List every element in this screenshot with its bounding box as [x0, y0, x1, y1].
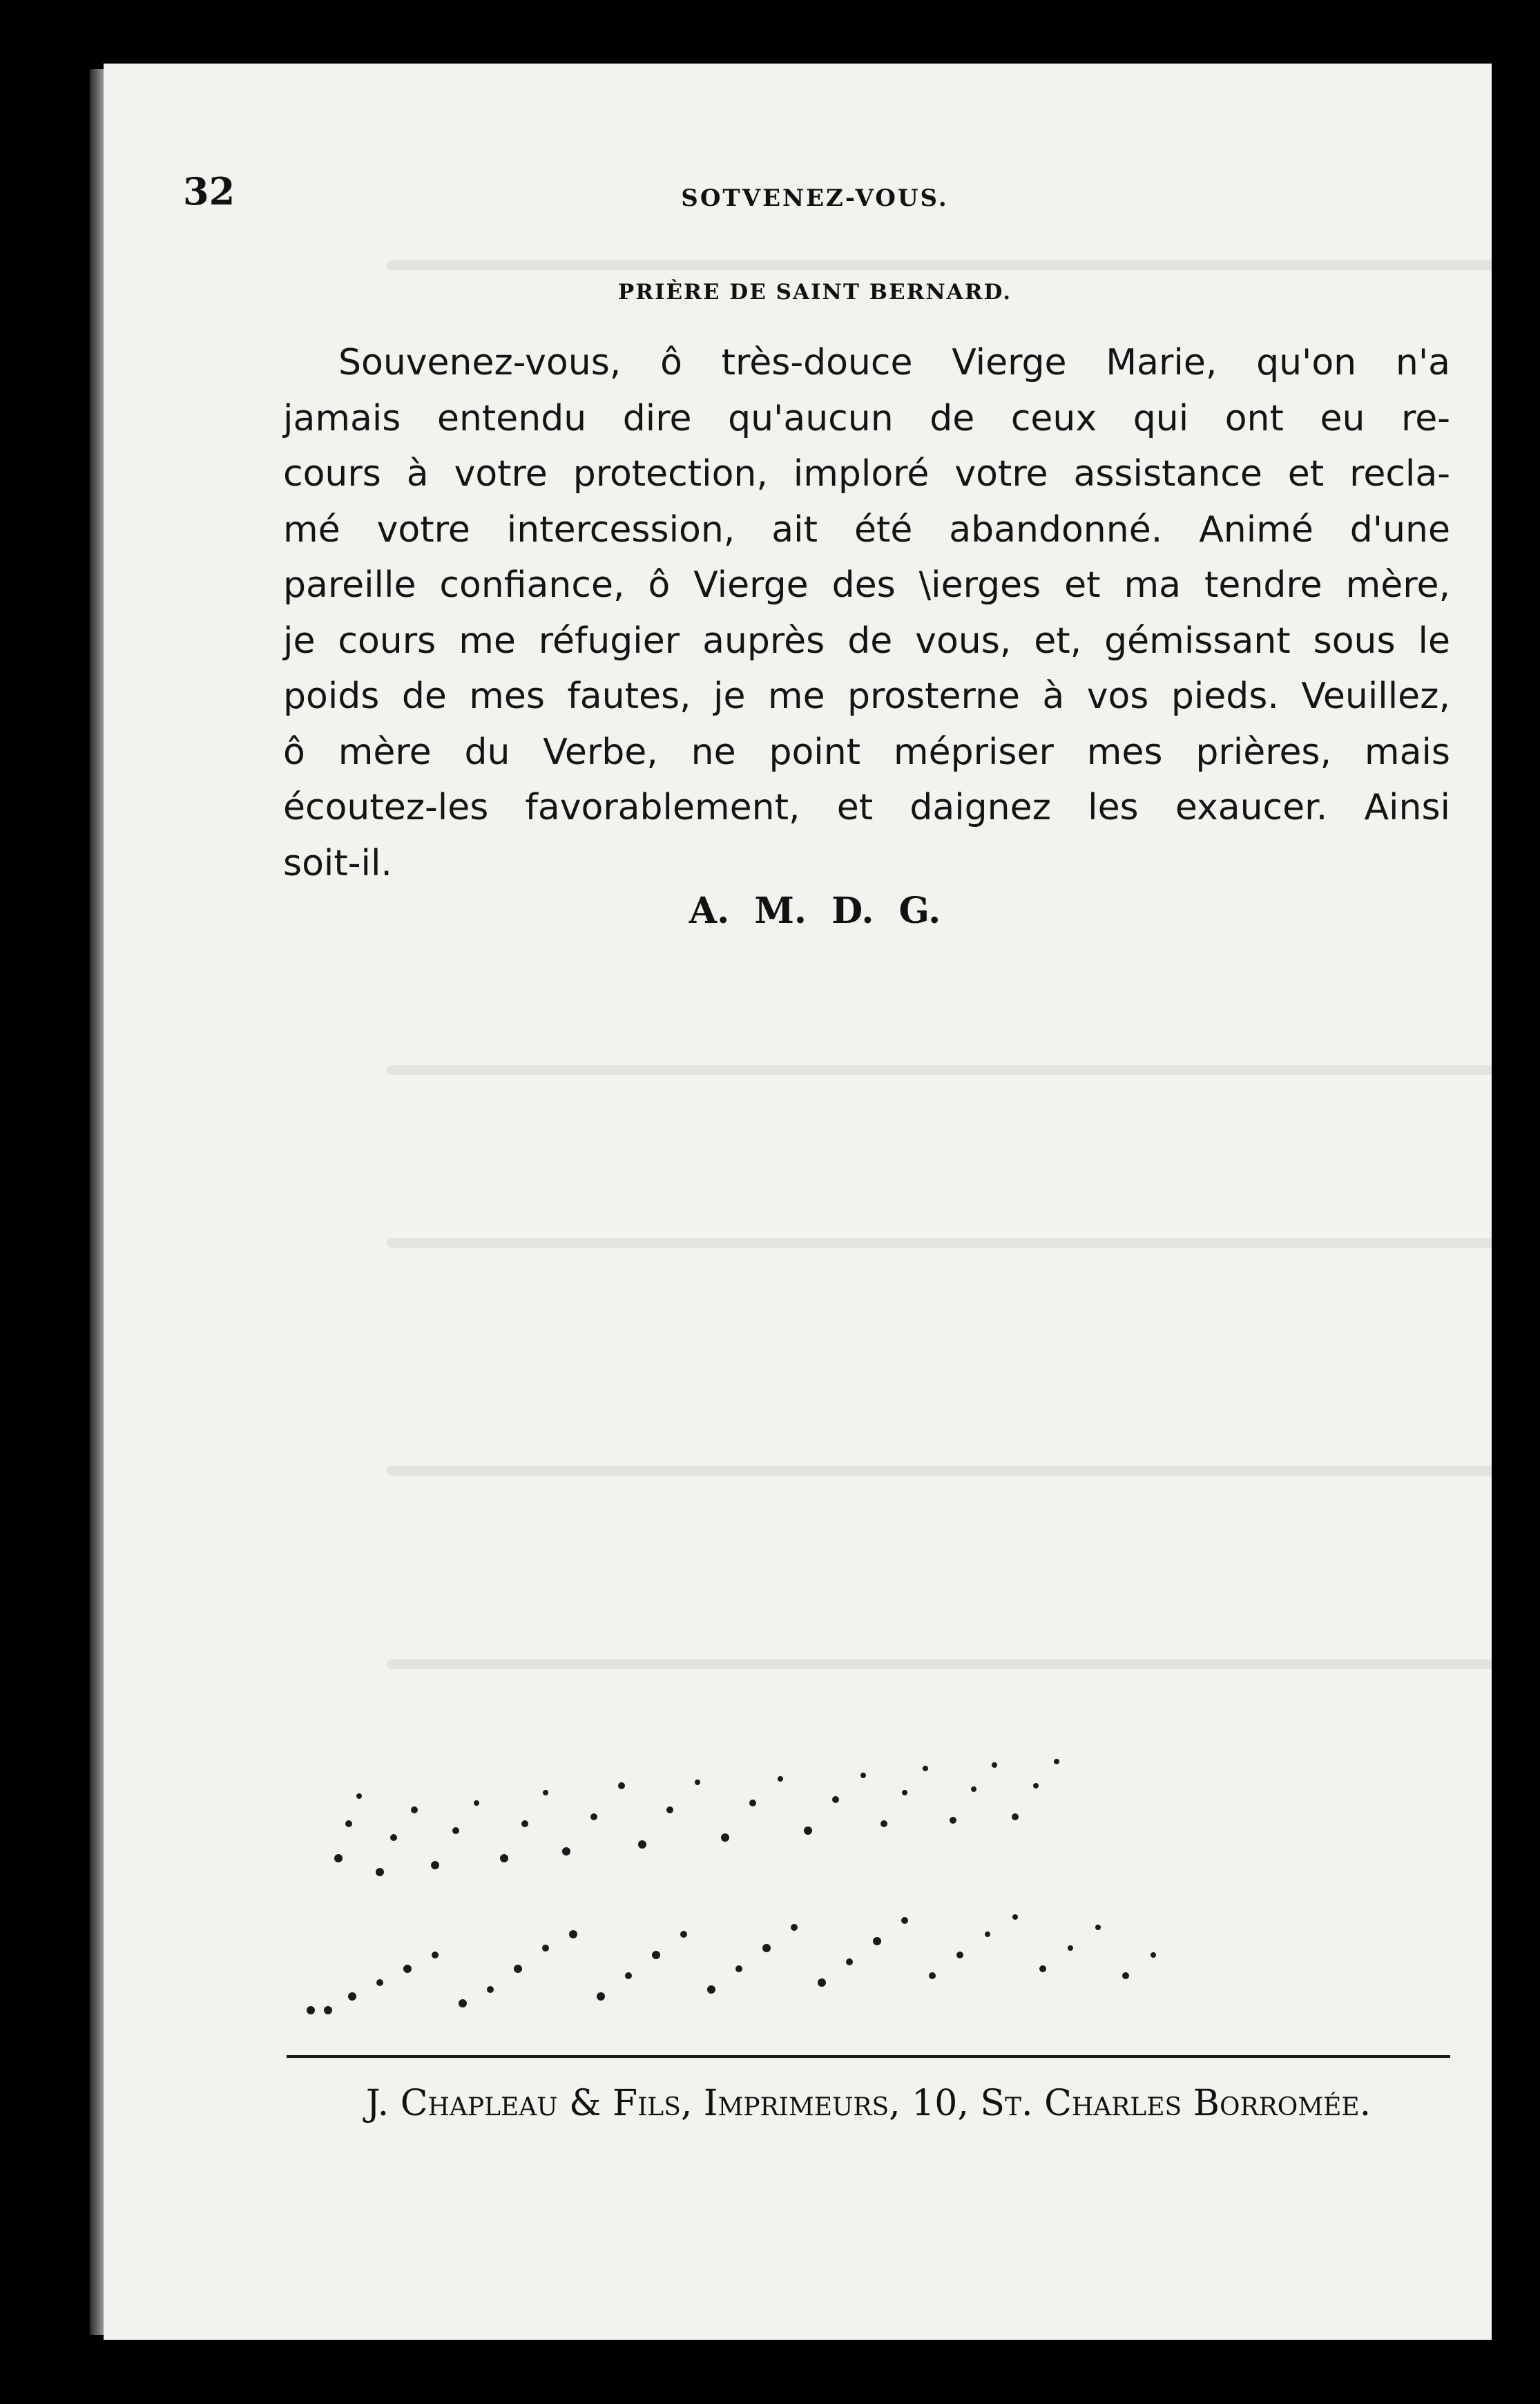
printer-imprint: J. Chapleau & Fils, Imprimeurs, 10, St. Charles Borromée.	[365, 2083, 1371, 2124]
prayer-line: Souvenez-vous, ô très-douce Vierge Marie, qu'on n'a	[338, 342, 1450, 383]
prayer-title: PRIÈRE DE SAINT BERNARD.	[617, 280, 1012, 305]
prayer-line: jamais entendu dire qu'aucun de ceux qui ont eu re-	[283, 397, 1450, 439]
page-number: 32	[183, 169, 235, 213]
bleed-through-mark	[387, 1466, 1492, 1476]
prayer-line: ô mère du Verbe, ne point mépriser mes prières, mais	[283, 731, 1450, 773]
bleed-through-mark	[387, 260, 1492, 270]
footer-divider	[287, 2055, 1450, 2058]
prayer-text	[283, 335, 1450, 891]
bleed-through-mark	[387, 1659, 1492, 1669]
prayer-line: poids de mes fautes, je me prosterne à vos pieds. Veuillez,	[283, 676, 1450, 717]
running-title: SOTVENEZ-VOUS.	[681, 184, 949, 212]
prayer-line: je cours me réfugier auprès de vous, et, gémissant sous le	[283, 620, 1450, 662]
prayer-line: écoutez-les favorablement, et daignez les exaucer. Ainsi	[283, 787, 1450, 828]
bleed-through-mark	[387, 1238, 1492, 1248]
prayer-line: cours à votre protection, imploré votre assistance et recla-	[283, 453, 1450, 495]
prayer-line: pareille confiance, ô Vierge des \ierges et ma tendre mère,	[283, 564, 1450, 606]
amdg-signature: A. M. D. G.	[689, 890, 941, 932]
prayer-line: mé votre intercession, ait été abandonné. Animé d'une	[283, 508, 1450, 551]
perforation-dots	[297, 1727, 1195, 2031]
prayer-line: soit-il.	[283, 842, 392, 884]
bleed-through-mark	[387, 1065, 1492, 1075]
page-header	[183, 169, 1447, 225]
perforation-stamp	[297, 1727, 1195, 2031]
